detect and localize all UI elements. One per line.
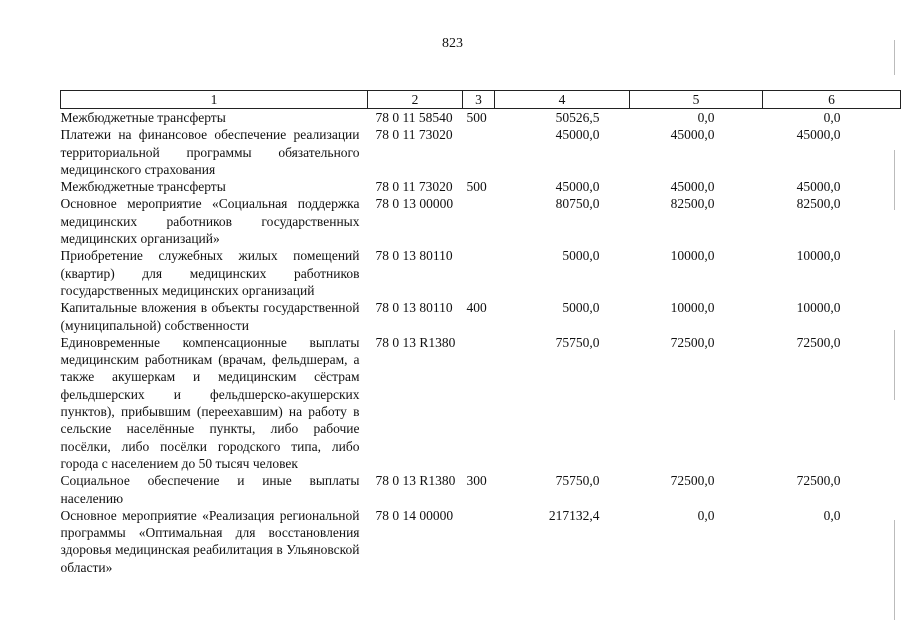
row-name: Основное мероприятие «Реализация региональной программы «Оптимальная для восстановления здоровья медицинская реабилитация в Ульяновской области»	[60, 507, 360, 575]
row-value-col5: 72500,0	[670, 334, 715, 350]
row-value-col4: 5000,0	[562, 300, 600, 316]
row-code: 78 0 13 80110	[375, 300, 453, 316]
row-name: Капитальные вложения в объекты государственной (муниципальной) собственности	[60, 300, 360, 333]
budget-table	[60, 90, 901, 576]
table-row	[61, 109, 901, 127]
row-name: Межбюджетные трансферты	[60, 110, 226, 125]
row-kvr: 300	[466, 473, 487, 489]
table-row	[61, 472, 901, 507]
row-value-col4: 75750,0	[555, 334, 600, 350]
header-col-5: 5	[630, 91, 763, 109]
row-value-col4: 5000,0	[562, 248, 600, 264]
row-code: 78 0 13 R1380	[375, 334, 456, 350]
row-value-col4: 45000,0	[555, 127, 600, 143]
table-header-row	[61, 91, 901, 109]
table-row	[61, 507, 901, 576]
row-code: 78 0 11 58540	[375, 110, 453, 125]
row-code: 78 0 11 73020	[375, 179, 453, 195]
scan-margin-mark	[894, 330, 895, 400]
page-number: 823	[442, 36, 463, 51]
row-value-col6: 45000,0	[796, 179, 841, 195]
header-col-2: 2	[368, 91, 463, 109]
row-kvr: 500	[466, 110, 487, 125]
row-value-col4: 80750,0	[555, 196, 600, 212]
row-kvr	[463, 126, 495, 178]
row-code: 78 0 13 80110	[375, 248, 453, 264]
row-kvr: 400	[466, 300, 487, 316]
table-row	[61, 247, 901, 299]
row-name: Основное мероприятие «Социальная поддержка медицинских работников государственных медицинских организаций»	[60, 196, 360, 247]
row-name: Межбюджетные трансферты	[60, 179, 226, 195]
scan-margin-mark	[894, 150, 895, 210]
row-value-col6: 0,0	[823, 110, 841, 125]
row-kvr	[463, 507, 495, 576]
scan-margin-mark	[894, 40, 895, 75]
row-value-col5: 45000,0	[670, 127, 715, 143]
header-col-3: 3	[463, 91, 495, 109]
row-value-col5: 82500,0	[670, 196, 715, 212]
row-name: Социальное обеспечение и иные выплаты населению	[60, 473, 360, 506]
header-col-4: 4	[495, 91, 630, 109]
row-value-col6: 72500,0	[796, 473, 841, 489]
table-row	[61, 178, 901, 195]
row-value-col4: 75750,0	[555, 473, 600, 489]
row-value-col6: 45000,0	[796, 127, 841, 143]
row-value-col5: 10000,0	[670, 300, 715, 316]
row-name: Платежи на финансовое обеспечение реализации территориальной программы обязательного медицинского страхования	[60, 127, 360, 177]
row-code: 78 0 13 00000	[375, 196, 454, 212]
row-value-col5: 72500,0	[670, 473, 715, 489]
row-kvr: 500	[466, 179, 487, 195]
table-row	[61, 334, 901, 472]
table-row	[61, 126, 901, 178]
row-value-col6: 10000,0	[796, 248, 841, 264]
row-name: Единовременные компенсационные выплаты медицинским работникам (врачам, фельдшерам, а также акушеркам и медицинским сёстрам фельдшерских и фельдшерско-акушерских пунктов), прибывшим (переехавшим) на работу в сельские населённые пункты, либо рабочие посёлки, либо посёлки городского типа, либо города с населением до 50 тысяч человек	[60, 334, 360, 471]
row-value-col4: 50526,5	[555, 110, 600, 125]
table-row	[61, 195, 901, 247]
row-kvr	[463, 334, 495, 472]
row-kvr	[463, 195, 495, 247]
header-col-6: 6	[763, 91, 901, 109]
row-value-col5: 45000,0	[670, 179, 715, 195]
scan-margin-mark	[894, 520, 895, 620]
row-kvr	[463, 247, 495, 299]
row-code: 78 0 14 00000	[375, 507, 454, 523]
row-value-col6: 82500,0	[796, 196, 841, 212]
row-value-col5: 0,0	[697, 110, 715, 125]
row-code: 78 0 11 73020	[375, 127, 453, 143]
row-name: Приобретение служебных жилых помещений (квартир) для медицинских работников государственных медицинских организаций	[60, 248, 360, 298]
row-value-col4: 217132,4	[548, 507, 600, 523]
row-code: 78 0 13 R1380	[375, 473, 456, 489]
header-col-1: 1	[61, 91, 368, 109]
table-row	[61, 299, 901, 334]
row-value-col6: 0,0	[823, 507, 841, 523]
row-value-col5: 0,0	[697, 507, 715, 523]
row-value-col6: 72500,0	[796, 334, 841, 350]
row-value-col6: 10000,0	[796, 300, 841, 316]
row-value-col5: 10000,0	[670, 248, 715, 264]
row-value-col4: 45000,0	[555, 179, 600, 195]
